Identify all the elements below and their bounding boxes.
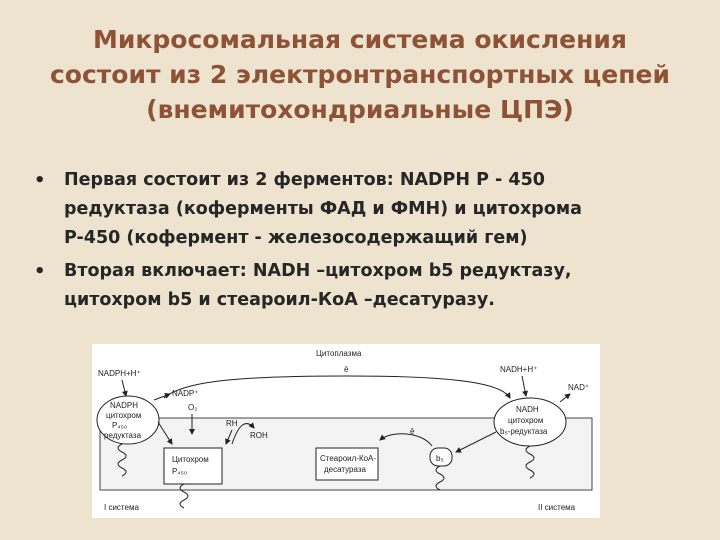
bullet-line: Вторая включает: NADH –цитохром b5 редуктазу, <box>64 261 572 281</box>
title-line-2: состоит из 2 электронтранспортных цепей <box>49 60 671 89</box>
slide-title <box>0 22 720 127</box>
stearoyl-desaturase-box <box>316 448 378 480</box>
nad-arrow <box>560 394 570 402</box>
nadp-arrow <box>154 394 170 400</box>
bullet-first-chain <box>30 166 690 253</box>
bullet-list <box>30 166 690 319</box>
system-2-label: II система <box>538 503 576 512</box>
o2-label: O₂ <box>188 403 198 412</box>
electron-label-1: ē <box>344 365 349 374</box>
nadh-reductase-line: b₅-редуктаза <box>500 427 548 436</box>
bullet-second-chain <box>30 257 690 315</box>
cytochrome-p450-line: Цитохром <box>172 455 209 464</box>
nadph-reductase-line: редуктаза <box>104 431 142 440</box>
nadph-reductase-line: цитохром <box>106 411 142 420</box>
nadph-arrow <box>122 380 126 396</box>
nadh-reductase-line: NADH <box>516 405 539 414</box>
title-line-1: Микросомальная система окисления <box>93 25 627 54</box>
electron-arc <box>164 376 510 398</box>
b5-label: b₅ <box>436 454 444 463</box>
roh-label: ROH <box>250 431 268 440</box>
nadh-arrow <box>522 376 526 396</box>
bullet-line: цитохром b5 и стеароил-КоA –десатуразу. <box>64 290 495 310</box>
microsomal-chain-diagram <box>92 344 600 518</box>
nadh-h-label: NADH+H⁺ <box>500 365 538 374</box>
nadph-reductase-line: P₄₅₀ <box>112 421 128 430</box>
nadp-label: NADP⁺ <box>172 389 199 398</box>
rh-label: RH <box>226 419 238 428</box>
bullet-dot-icon: • <box>34 170 46 191</box>
nad-label: NAD⁺ <box>568 383 590 392</box>
bullet-line: P-450 (кофермент - железосодержащий гем) <box>64 228 528 248</box>
bullet-line: редуктаза (коферменты ФАД и ФМН) и цитохрома <box>64 199 582 219</box>
electron-label-2: ē <box>410 427 415 436</box>
diagram-svg <box>92 344 600 518</box>
system-1-label: I система <box>104 503 139 512</box>
bullet-dot-icon: • <box>34 261 46 282</box>
title-line-3: (внемитохондриальные ЦПЭ) <box>146 95 574 124</box>
nadh-reductase-line: цитохром <box>508 416 544 425</box>
bullet-line: Первая состоит из 2 ферментов: NADPH P - 450 <box>64 170 545 190</box>
stearoyl-line: десатураза <box>324 465 366 474</box>
nadph-h-label: NADPH+H⁺ <box>98 369 141 378</box>
cytochrome-p450-box <box>164 448 222 484</box>
cytoplasm-label: Цитоплазма <box>316 349 362 358</box>
nadph-reductase-line: NADPH <box>110 401 139 410</box>
cytochrome-p450-line: P₄₅₀ <box>172 467 188 476</box>
stearoyl-line: Стеароил-КоА- <box>320 454 377 463</box>
